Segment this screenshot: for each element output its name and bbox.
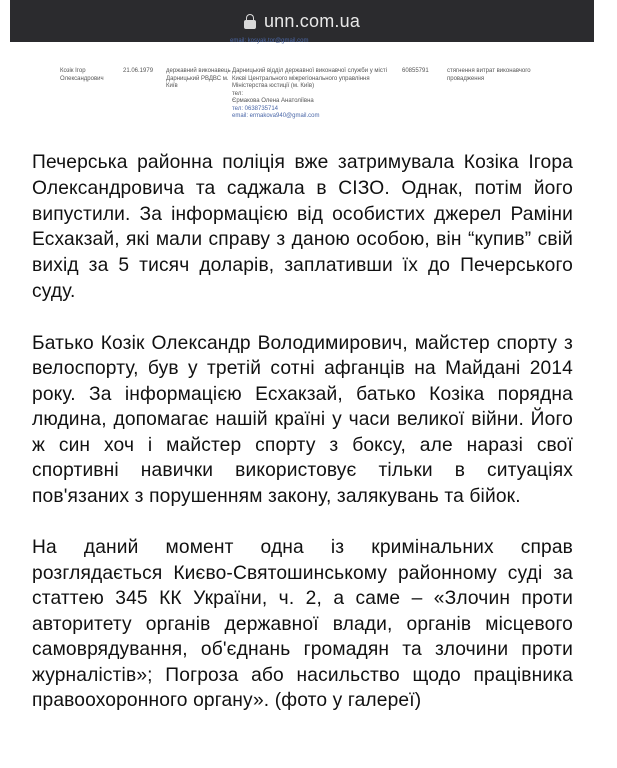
head-label: тел: (232, 90, 243, 97)
document-table-screenshot (10, 38, 594, 142)
table-cell-org: державний виконавець Дарницький РВДВС м. Київ (166, 68, 231, 89)
article-paragraph: На даний момент одна із кримінальних справ розглядається Києво-Святошинському районному суді за статтею 345 КК України, ч. 2, а саме – «Злочин проти авторитету органів державної влади, органів місцевого самоврядування, об'єднань громадян та злочини проти журналістів»; Погроза або насильство щодо працівника правоохоронного органу». (фото у галереї) (32, 537, 573, 712)
lock-icon (244, 14, 256, 29)
head-name: Єрмакова Олена Анатоліївна (232, 98, 314, 104)
table-cell-case-number: 60855791 (402, 68, 429, 74)
article-paragraph: Печерська районна поліція вже затримувала Козіка Ігора Олександровича та саджала в СІЗО. Однак, потім його випустили. За інформацією від особистих джерел Раміни Есхакзай, які мали справу з даною особою, він “купив” свій вихід за 5 тисяч доларів, заплативши їх до Печерського суду. (32, 152, 573, 302)
table-cell-description: стягнення витрат виконавчого провадження (447, 68, 531, 82)
dept-line: Дарницький відділ державної виконавчої служби у місті (232, 68, 387, 74)
article-body (32, 150, 573, 740)
article-paragraph: Батько Козік Олександр Володимирович, майстер спорту з велоспорту, був у третій сотні афганців на Майдані 2014 року. За інформацією Есхакзай, батько Козіка порядна людина, допомагає нашій країні у часи великої війни. Його ж син хоч і майстер спорту з боксу, але наразі свої спортивні навички використовує тільки в ситуаціях пов'язаних з порушенням закону, залякувань та бійок. (32, 332, 573, 507)
email-line: email: ermakova940@gmail.com (232, 113, 320, 119)
table-cell-name: Козік Ігор Олександрович (60, 68, 104, 82)
table-cell-department (232, 68, 402, 121)
table-cut-email: email: kosyak.tor@gmail.com (230, 38, 309, 44)
dept-line: Києві Центрального міжрегіонального управління (232, 75, 370, 82)
phone-line: тел: 0638735714 (232, 105, 279, 112)
url-text: unn.com.ua (263, 10, 361, 31)
table-cell-date: 21.06.1979 (123, 68, 154, 74)
url-display[interactable] (244, 11, 360, 32)
dept-line: Міністерства юстиції (м. Київ) (232, 83, 315, 89)
browser-address-bar[interactable] (10, 0, 594, 42)
